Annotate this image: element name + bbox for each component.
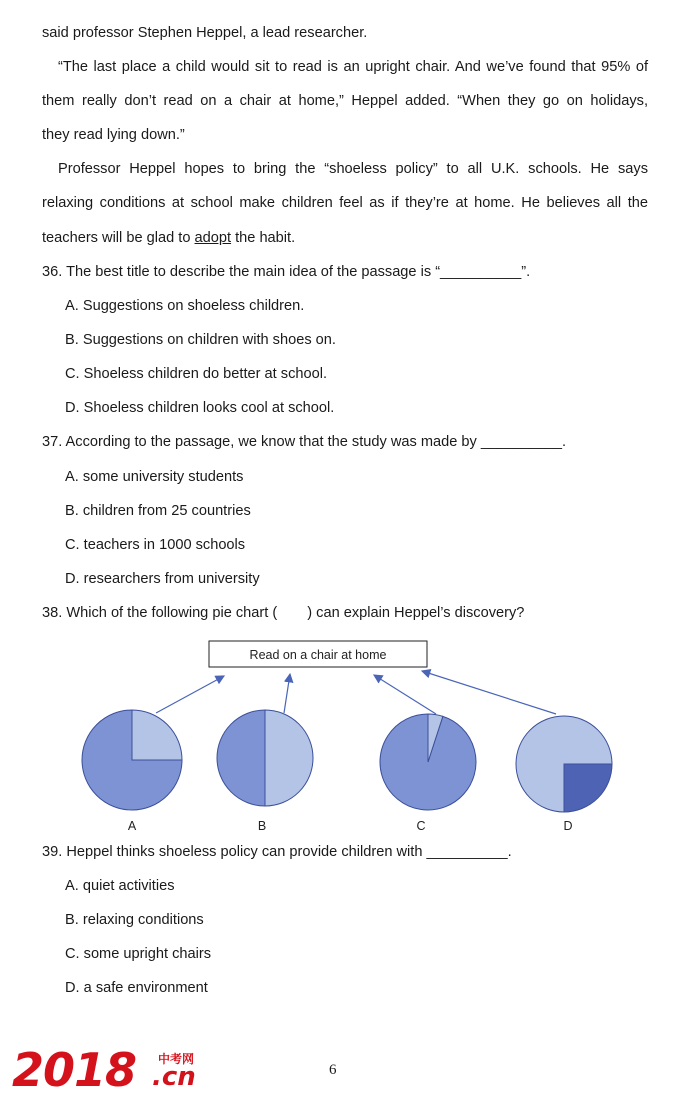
question-36-option-c: C. Shoeless children do better at school. bbox=[65, 366, 328, 382]
logo-domain: .cn bbox=[152, 1062, 196, 1092]
pie-d-chair-slice bbox=[564, 764, 612, 812]
passage-line-7-start: teachers will be glad to bbox=[42, 230, 195, 246]
passage-line-7-end: the habit. bbox=[231, 230, 296, 246]
pie-a-label: A bbox=[127, 819, 137, 833]
pie-b-label: B bbox=[257, 819, 267, 833]
question-37-option-d: D. researchers from university bbox=[65, 571, 260, 587]
question-37-option-c: C. teachers in 1000 schools bbox=[65, 537, 246, 553]
site-logo bbox=[12, 1044, 212, 1096]
question-37-option-a: A. some university students bbox=[65, 469, 244, 485]
logo-year: 2018 bbox=[12, 1043, 137, 1097]
passage-line-6: relaxing conditions at school make children feel as if they’re at home. He believes all the bbox=[42, 195, 648, 211]
pie-b-chair-slice bbox=[265, 710, 313, 806]
question-37-option-b: B. children from 25 countries bbox=[65, 503, 251, 519]
pie-chart-figure bbox=[0, 630, 690, 835]
question-36-stem: 36. The best title to describe the main idea of the passage is “__________”. bbox=[42, 264, 531, 280]
question-37-stem: 37. According to the passage, we know that the study was made by __________. bbox=[42, 434, 567, 450]
question-39-option-b: B. relaxing conditions bbox=[65, 912, 204, 928]
question-36-option-b: B. Suggestions on children with shoes on. bbox=[65, 332, 336, 348]
pie-b-other-slice bbox=[217, 710, 265, 806]
arrow-d bbox=[422, 671, 556, 714]
passage-line-5: Professor Heppel hopes to bring the “shoeless policy” to all U.K. schools. He says bbox=[58, 161, 648, 177]
question-36-option-a: A. Suggestions on shoeless children. bbox=[65, 298, 305, 314]
question-38-stem bbox=[42, 603, 524, 623]
question-38-stem-end: ) can explain Heppel’s discovery? bbox=[307, 605, 525, 621]
pie-d-label: D bbox=[563, 819, 573, 833]
underlined-word: adopt bbox=[194, 230, 232, 246]
pie-c-label: C bbox=[416, 819, 426, 833]
question-39-option-a: A. quiet activities bbox=[65, 878, 175, 894]
passage-line-4: they read lying down.” bbox=[42, 127, 185, 143]
page-number: 6 bbox=[329, 1062, 337, 1078]
passage-line-3: them really don’t read on a chair at home,” Heppel added. “When they go on holidays, bbox=[42, 93, 648, 109]
pie-a-chair-slice bbox=[132, 710, 182, 760]
passage-line-1: said professor Stephen Heppel, a lead researcher. bbox=[42, 25, 368, 41]
question-39-stem: 39. Heppel thinks shoeless policy can provide children with __________. bbox=[42, 844, 512, 860]
arrow-a bbox=[156, 676, 224, 713]
arrow-c bbox=[374, 675, 436, 714]
label-box-text: Read on a chair at home bbox=[249, 648, 387, 662]
passage-line-2: “The last place a child would sit to read is an upright chair. And we’ve found that 95% of bbox=[58, 59, 648, 75]
question-39-option-d: D. a safe environment bbox=[65, 980, 208, 996]
logo-subtitle: 中考网 bbox=[158, 1052, 195, 1066]
arrow-b bbox=[284, 674, 290, 713]
question-39-option-c: C. some upright chairs bbox=[65, 946, 211, 962]
question-38-stem-start: 38. Which of the following pie chart ( bbox=[42, 605, 278, 621]
passage-line-7 bbox=[42, 228, 295, 248]
question-36-option-d: D. Shoeless children looks cool at school. bbox=[65, 400, 335, 416]
